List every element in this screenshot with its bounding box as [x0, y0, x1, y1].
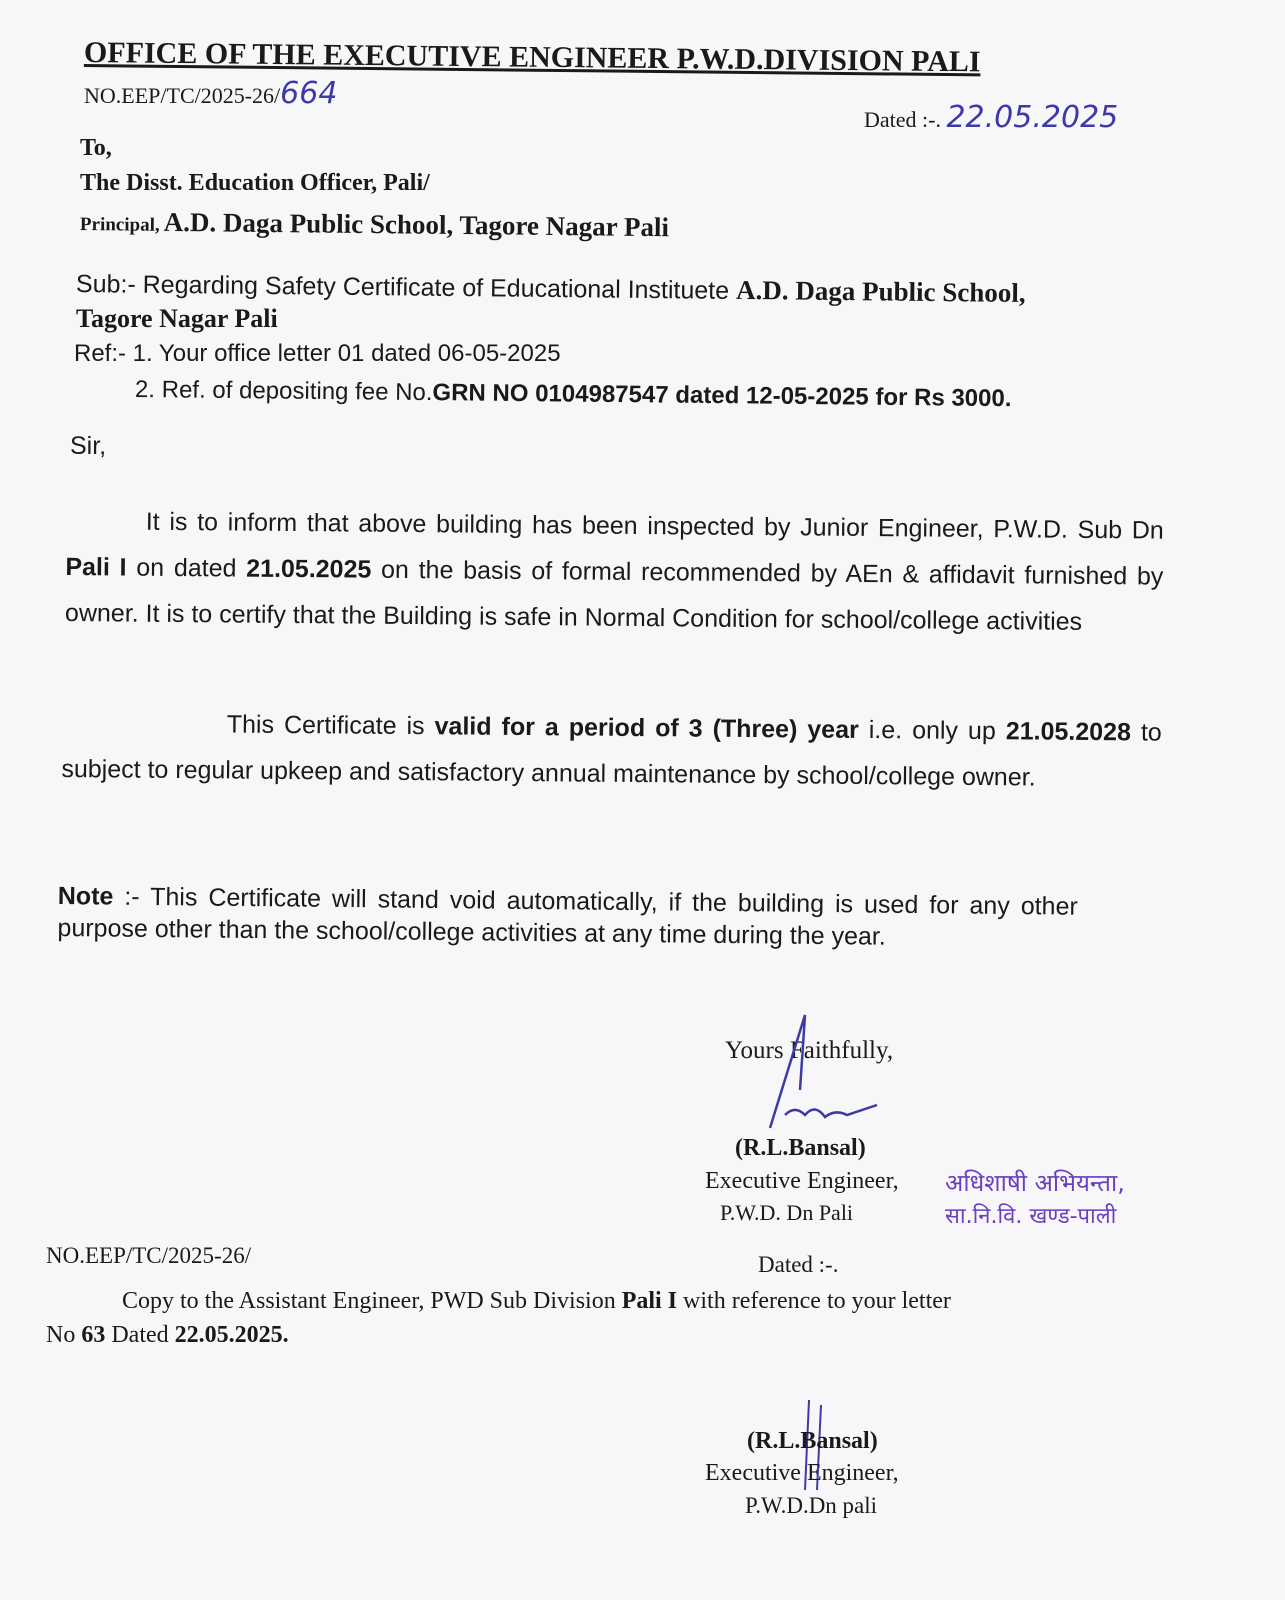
signatory-name: (R.L.Bansal): [735, 1135, 866, 1161]
text: with reference to your letter: [677, 1288, 951, 1314]
recipient-line1: The Disst. Education Officer, Pali/: [80, 170, 430, 196]
subject-school-line2: Tagore Nagar Pali: [76, 304, 278, 333]
copy-ref-no: NO.EEP/TC/2025-26/: [46, 1243, 252, 1268]
note-text: :- This Certificate will stand void automatically, if the building is used for any other purpose other than the school/college activities at any time during the year.: [57, 882, 1078, 951]
validity-date: 21.05.2028: [1005, 717, 1132, 747]
note-label: Note: [57, 881, 114, 911]
signatory2-office: P.W.D.Dn pali: [745, 1493, 878, 1518]
text: This Certificate is: [226, 710, 435, 741]
letter-no: 63: [81, 1322, 106, 1348]
copy-text: [122, 1288, 951, 1315]
inspection-date: 21.05.2025: [246, 554, 372, 584]
grn-details: GRN NO 0104987547 dated 12-05-2025 for Rs 3000.: [432, 379, 1012, 413]
office-heading: OFFICE OF THE EXECUTIVE ENGINEER P.W.D.DIVISION PALI: [83, 36, 981, 79]
note: [57, 880, 1078, 955]
text: No: [46, 1322, 82, 1348]
subject-school: A.D. Daga Public School,: [735, 274, 1026, 308]
ref-2-label: 2. Ref. of depositing fee No.: [134, 376, 433, 407]
official-stamp-line2: सा.नि.वि. खण्ड-पाली: [945, 1204, 1117, 1229]
signatory2-name: (R.L.Bansal): [747, 1428, 878, 1454]
recipient-school: A.D. Daga Public School, Tagore Nagar Pali: [163, 206, 670, 243]
recipient-title: Principal,: [79, 214, 160, 236]
paragraph-inspection: [65, 498, 1164, 646]
recipient-line2: [80, 206, 669, 243]
text: Pali I: [621, 1288, 678, 1314]
copy-dated: Dated :-.: [758, 1252, 839, 1277]
ref-no: NO.EEP/TC/2025-26/: [84, 83, 281, 108]
official-stamp-line1: अधिशाषी अभियन्ता,: [945, 1169, 1125, 1197]
text: on the basis of formal recommended by AEn & affidavit furnished by owner. It is to certify that the Building is safe in Normal Condition for school/college activities: [64, 555, 1164, 636]
signatory-designation: Executive Engineer,: [705, 1168, 899, 1194]
copy-text-2: [46, 1322, 289, 1349]
subject-line: [76, 268, 1026, 309]
to-label: To,: [80, 135, 112, 161]
ref-2: [135, 376, 1012, 413]
copy-date: 22.05.2025.: [174, 1322, 289, 1348]
validity-period: valid for a period of 3 (Three) year: [434, 712, 859, 744]
text: on dated: [126, 553, 247, 583]
signatory-office: P.W.D. Dn Pali: [720, 1200, 854, 1225]
signature-mark: [760, 1010, 900, 1135]
dated-label: Dated :-.: [864, 107, 941, 132]
text: It is to inform that above building has been inspected by Junior Engineer, P.W.D. Sub Dn: [145, 507, 1164, 545]
handwritten-number: 664: [280, 76, 338, 111]
text: to subject to regular upkeep and satisfactory annual maintenance by school/college owner.: [61, 718, 1162, 792]
paragraph-validity: [61, 700, 1162, 802]
subject-label: Sub:- Regarding Safety Certificate of Educational Instituete: [75, 270, 730, 305]
signatory2-designation: Executive Engineer,: [705, 1460, 899, 1486]
letter-number: [84, 76, 337, 111]
salutation: Sir,: [70, 432, 107, 460]
closing: Yours Faithfully,: [725, 1037, 894, 1064]
text: Dated: [105, 1322, 175, 1348]
text: i.e. only up: [858, 715, 1006, 746]
dated: [864, 100, 1118, 135]
handwritten-date: 22.05.2025: [946, 100, 1119, 135]
ref-1: Ref:- 1. Your office letter 01 dated 06-05-2025: [74, 340, 561, 367]
text: Pali I: [65, 552, 127, 582]
text: Copy to the Assistant Engineer, PWD Sub Division: [122, 1288, 622, 1314]
